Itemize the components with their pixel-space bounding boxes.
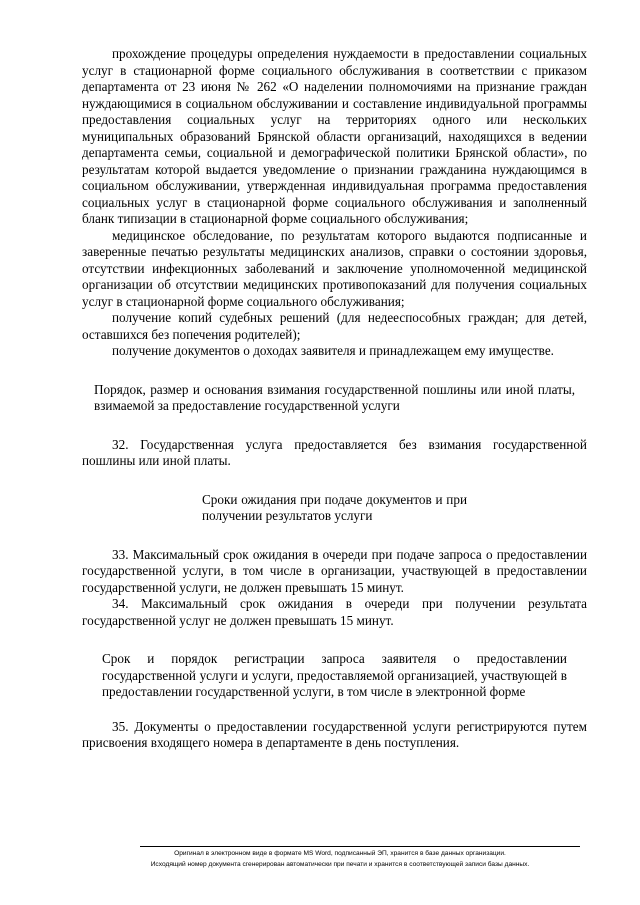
spacer [82,470,587,492]
paragraph-income-docs: получение документов о доходах заявителя и принадлежащем ему имуществе. [112,343,554,358]
footer-divider [140,846,580,847]
item-33: 33. Максимальный срок ожидания в очереди при подаче запроса о предоставлении государственной услуги, в том числе в организации, участвующей в предоставлении государственной услуги, не должен превышать 15 минут. [82,546,587,595]
spacer [82,629,587,651]
item-34: 34. Максимальный срок ожидания в очереди при получении результата государственной услуг не должен превышать 15 минут. [82,596,587,628]
footer-note-number: Исходящий номер документа сгенерирован автоматически при печати и хранится в соответствующей записи базы данных. [150,861,530,868]
item-35: 35. Документы о предоставлении государственной услуги регистрируются путем присвоения входящего номера в департаменте в день поступления. [82,718,587,750]
paragraph-court-copies: получение копий судебных решений (для недееспособных граждан; для детей, оставшихся без попечения родителей); [82,310,587,342]
section-heading-registration: Срок и порядок регистрации запроса заявителя о предоставлении государственной услуги и услуги, предоставляемой организацией, участвующей в предоставлении государственной услуги, в том числе в электронной форме [102,651,567,699]
spacer [82,525,587,547]
paragraph-medical-exam: медицинское обследование, по результатам которого выдаются подписанные и заверенные печатью результаты медицинских анализов, справки о состоянии здоровья, отсутствии инфекционных заболеваний и заключение уполномоченной медицинской организации об отсутствии медицинских противопоказаний для получения социальных услуг в стационарной форме социального обслуживания; [82,227,587,309]
section-heading-wait: Сроки ожидания при подаче документов и при получении результатов услуги [202,491,467,523]
spacer [82,701,587,719]
section-heading-fee: Порядок, размер и основания взимания государственной пошлины или иной платы, взимаемой за предоставление государственной услуги [94,381,575,413]
spacer [82,415,587,437]
footer-note-original: Оригинал в электронном виде в формате MS Word, подписанный ЭП, хранится в базе данных организации. [174,850,506,857]
spacer [82,360,587,382]
item-32: 32. Государственная услуга предоставляется без взимания государственной пошлины или иной платы. [82,436,587,468]
document-body [82,46,587,752]
paragraph-assessment: прохождение процедуры определения нуждаемости в предоставлении социальных услуг в стационарной форме социального обслуживания в соответствии с приказом департамента от 23 июня № 262 «О наделении полномочиями на признание граждан нуждающимися в социальном обслуживании и составление индивидуальной программы предоставления социальных услуг на территориях одного или нескольких муниципальных образований Брянской области организаций, находящихся в ведении департамента семьи, социальной и демографической политики Брянской области», по результатам которой выдается уведомление о признании гражданина нуждающимся в социальном обслуживании, утвержденная индивидуальная программа предоставления социальных услуг в стационарной форме социального обслуживания и заполненный бланк типизации в стационарной форме социального обслуживания; [82,46,587,226]
